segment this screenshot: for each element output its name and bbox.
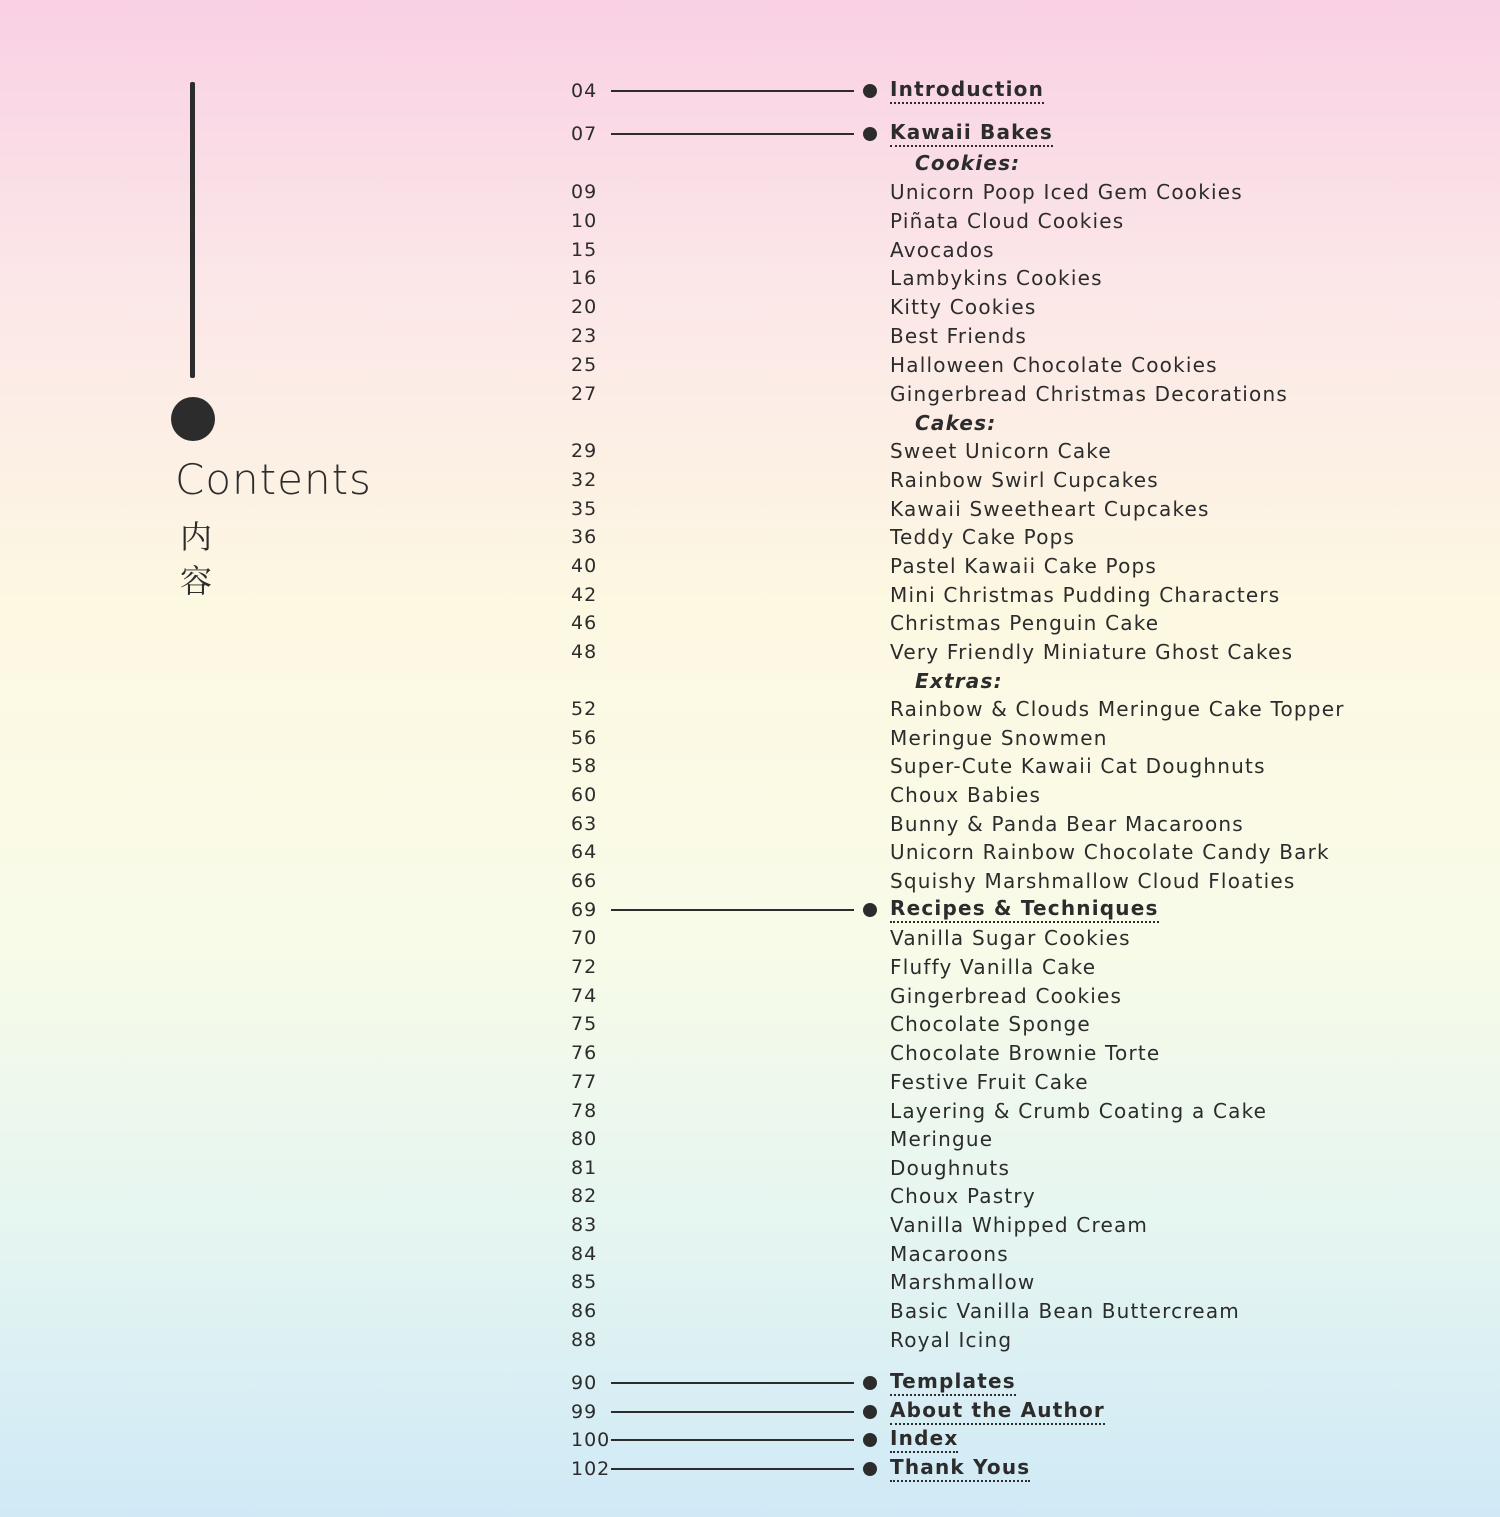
toc-bullet-dot: [863, 1405, 877, 1419]
toc-page-number: 77: [571, 1071, 598, 1093]
toc-entry-title: Unicorn Poop Iced Gem Cookies: [890, 180, 1243, 204]
toc-entry-title: Piñata Cloud Cookies: [890, 209, 1125, 233]
toc-page-number: 82: [571, 1185, 598, 1207]
toc-page-number: 80: [571, 1128, 598, 1150]
toc-entry: [0, 924, 1500, 952]
toc-entry-title: Best Friends: [890, 324, 1027, 348]
toc-entry-title: Fluffy Vanilla Cake: [890, 955, 1097, 979]
toc-entry: [0, 466, 1500, 494]
toc-entry-title: Mini Christmas Pudding Characters: [890, 583, 1281, 607]
toc-entry: [0, 178, 1500, 206]
toc-entry-title: Choux Pastry: [890, 1184, 1036, 1208]
toc-entry-title: Vanilla Sugar Cookies: [890, 926, 1131, 950]
toc-page-number: 52: [571, 698, 598, 720]
toc-entry-title: Lambykins Cookies: [890, 266, 1103, 290]
toc-page-number: 09: [571, 181, 598, 203]
toc-entry: [0, 351, 1500, 379]
toc-entry-title: Gingerbread Cookies: [890, 984, 1123, 1008]
toc-entry: [0, 207, 1500, 235]
toc-page-number: 86: [571, 1300, 598, 1322]
toc-entry-title: Squishy Marshmallow Cloud Floaties: [890, 869, 1296, 893]
toc-entry-title: Avocados: [890, 238, 995, 262]
toc-entry-title: Unicorn Rainbow Chocolate Candy Bark: [890, 840, 1330, 864]
toc-page-number: 90: [571, 1372, 598, 1394]
toc-bullet-dot: [863, 1433, 877, 1447]
toc-page-number: 99: [571, 1401, 598, 1423]
toc-entry-title: About the Author: [890, 1398, 1105, 1425]
toc-page-number: 48: [571, 641, 598, 663]
toc-page-number: 04: [571, 80, 598, 102]
toc-entry: [0, 953, 1500, 981]
toc-page-number: 40: [571, 555, 598, 577]
toc-entry: [0, 293, 1500, 321]
toc-entry-title: Cakes:: [915, 411, 997, 435]
toc-subheading: [0, 667, 1500, 695]
toc-entry: [0, 1154, 1500, 1182]
toc-entry-title: Extras:: [915, 669, 1003, 693]
toc-leader-line: [611, 1468, 854, 1470]
toc-page-number: 72: [571, 956, 598, 978]
toc-entry: [0, 752, 1500, 780]
toc-page-number: 78: [571, 1100, 598, 1122]
toc-page-number: 64: [571, 841, 598, 863]
toc-entry-title: Chocolate Sponge: [890, 1012, 1091, 1036]
toc-page-number: 74: [571, 985, 598, 1007]
toc-page-number: 81: [571, 1157, 598, 1179]
toc-page-number: 75: [571, 1013, 598, 1035]
toc-entry-title: Choux Babies: [890, 783, 1042, 807]
toc-leader-line: [611, 133, 854, 135]
toc-entry: [0, 523, 1500, 551]
toc-section: [0, 896, 1500, 924]
toc-entry-title: Kawaii Bakes: [890, 120, 1053, 147]
toc-entry: [0, 495, 1500, 523]
toc-entry-title: Basic Vanilla Bean Buttercream: [890, 1299, 1240, 1323]
toc-bullet-dot: [863, 84, 877, 98]
toc-entry: [0, 1182, 1500, 1210]
toc-page-number: 23: [571, 325, 598, 347]
toc-entry: [0, 810, 1500, 838]
toc-page-number: 100: [571, 1429, 611, 1451]
toc-entry-title: Cookies:: [915, 151, 1021, 175]
toc-leader-line: [611, 90, 854, 92]
toc-page-number: 10: [571, 210, 598, 232]
toc-bullet-dot: [863, 903, 877, 917]
toc-entry: [0, 781, 1500, 809]
toc-page-number: 63: [571, 813, 598, 835]
toc-entry: [0, 1240, 1500, 1268]
toc-section: [0, 77, 1500, 105]
toc-page-number: 46: [571, 612, 598, 634]
toc-entry-title: Super-Cute Kawaii Cat Doughnuts: [890, 754, 1266, 778]
toc-entry: [0, 236, 1500, 264]
toc-page-number: 69: [571, 899, 598, 921]
toc-page-number: 60: [571, 784, 598, 806]
toc-entry: [0, 1125, 1500, 1153]
toc-entry: [0, 437, 1500, 465]
toc-bullet-dot: [863, 1462, 877, 1476]
toc-page-number: 56: [571, 727, 598, 749]
toc-section: [0, 120, 1500, 148]
toc-section: [0, 1455, 1500, 1483]
toc-page-number: 83: [571, 1214, 598, 1236]
toc-entry: [0, 1297, 1500, 1325]
toc-entry: [0, 1268, 1500, 1296]
toc-entry: [0, 1211, 1500, 1239]
toc-subheading: [0, 149, 1500, 177]
toc-page-number: 20: [571, 296, 598, 318]
toc-entry-title: Bunny & Panda Bear Macaroons: [890, 812, 1244, 836]
toc-entry: [0, 380, 1500, 408]
toc-entry: [0, 581, 1500, 609]
toc-entry-title: Templates: [890, 1369, 1016, 1396]
toc-section: [0, 1426, 1500, 1454]
toc-entry-title: Index: [890, 1426, 958, 1453]
toc-entry-title: Vanilla Whipped Cream: [890, 1213, 1149, 1237]
toc-entry-title: Meringue Snowmen: [890, 726, 1108, 750]
toc-entry-title: Chocolate Brownie Torte: [890, 1041, 1161, 1065]
toc-page-number: 35: [571, 498, 598, 520]
toc-leader-line: [611, 1382, 854, 1384]
toc-entry-title: Doughnuts: [890, 1156, 1011, 1180]
toc-entry: [0, 552, 1500, 580]
toc-page-number: 58: [571, 755, 598, 777]
toc-page-number: 27: [571, 383, 598, 405]
toc-page-number: 88: [571, 1329, 598, 1351]
toc-bullet-dot: [863, 127, 877, 141]
toc-section: [0, 1398, 1500, 1426]
toc-leader-line: [611, 909, 854, 911]
toc-page-number: 76: [571, 1042, 598, 1064]
toc-entry-title: Thank Yous: [890, 1455, 1030, 1482]
toc-page-number: 07: [571, 123, 598, 145]
toc-entry-title: Festive Fruit Cake: [890, 1070, 1089, 1094]
toc-entry-title: Introduction: [890, 77, 1044, 104]
toc-page-number: 84: [571, 1243, 598, 1265]
toc-leader-line: [611, 1439, 854, 1441]
toc-entry-title: Meringue: [890, 1127, 994, 1151]
toc-entry-title: Gingerbread Christmas Decorations: [890, 382, 1288, 406]
toc-entry: [0, 838, 1500, 866]
toc-leader-line: [611, 1411, 854, 1413]
toc-entry-title: Royal Icing: [890, 1328, 1013, 1352]
toc-entry: [0, 1039, 1500, 1067]
toc-page-number: 85: [571, 1271, 598, 1293]
toc-entry: [0, 1326, 1500, 1354]
toc-entry-title: Marshmallow: [890, 1270, 1036, 1294]
toc-entry-title: Kawaii Sweetheart Cupcakes: [890, 497, 1210, 521]
title-cjk-char-1: 内: [179, 518, 212, 556]
toc-entry: [0, 867, 1500, 895]
toc-entry-title: Halloween Chocolate Cookies: [890, 353, 1218, 377]
toc-page-number: 66: [571, 870, 598, 892]
toc-section: [0, 1369, 1500, 1397]
toc-entry: [0, 1010, 1500, 1038]
toc-page-number: 102: [571, 1458, 611, 1480]
title-cjk-char-2: 容: [179, 562, 212, 600]
toc-page-number: 32: [571, 469, 598, 491]
toc-entry: [0, 695, 1500, 723]
toc-entry: [0, 638, 1500, 666]
toc-bullet-dot: [863, 1376, 877, 1390]
toc-page-number: 29: [571, 440, 598, 462]
toc-entry: [0, 1068, 1500, 1096]
toc-entry-title: Rainbow Swirl Cupcakes: [890, 468, 1159, 492]
toc-entry-title: Recipes & Techniques: [890, 896, 1159, 923]
toc-entry: [0, 609, 1500, 637]
toc-page-number: 42: [571, 584, 598, 606]
toc-entry-title: Christmas Penguin Cake: [890, 611, 1160, 635]
toc-entry-title: Sweet Unicorn Cake: [890, 439, 1112, 463]
toc-entry-title: Macaroons: [890, 1242, 1009, 1266]
toc-entry-title: Rainbow & Clouds Meringue Cake Topper: [890, 697, 1345, 721]
toc-entry-title: Kitty Cookies: [890, 295, 1037, 319]
toc-entry: [0, 982, 1500, 1010]
toc-page-number: 70: [571, 927, 598, 949]
toc-entry-title: Pastel Kawaii Cake Pops: [890, 554, 1158, 578]
page-title: Contents: [175, 455, 372, 504]
toc-entry: [0, 264, 1500, 292]
toc-entry-title: Layering & Crumb Coating a Cake: [890, 1099, 1268, 1123]
toc-page-number: 25: [571, 354, 598, 376]
toc-entry: [0, 322, 1500, 350]
toc-entry-title: Teddy Cake Pops: [890, 525, 1076, 549]
toc-page-number: 15: [571, 239, 598, 261]
toc-entry-title: Very Friendly Miniature Ghost Cakes: [890, 640, 1294, 664]
toc-entry: [0, 1097, 1500, 1125]
toc-page-number: 16: [571, 267, 598, 289]
toc-subheading: [0, 409, 1500, 437]
toc-page-number: 36: [571, 526, 598, 548]
toc-entry: [0, 724, 1500, 752]
